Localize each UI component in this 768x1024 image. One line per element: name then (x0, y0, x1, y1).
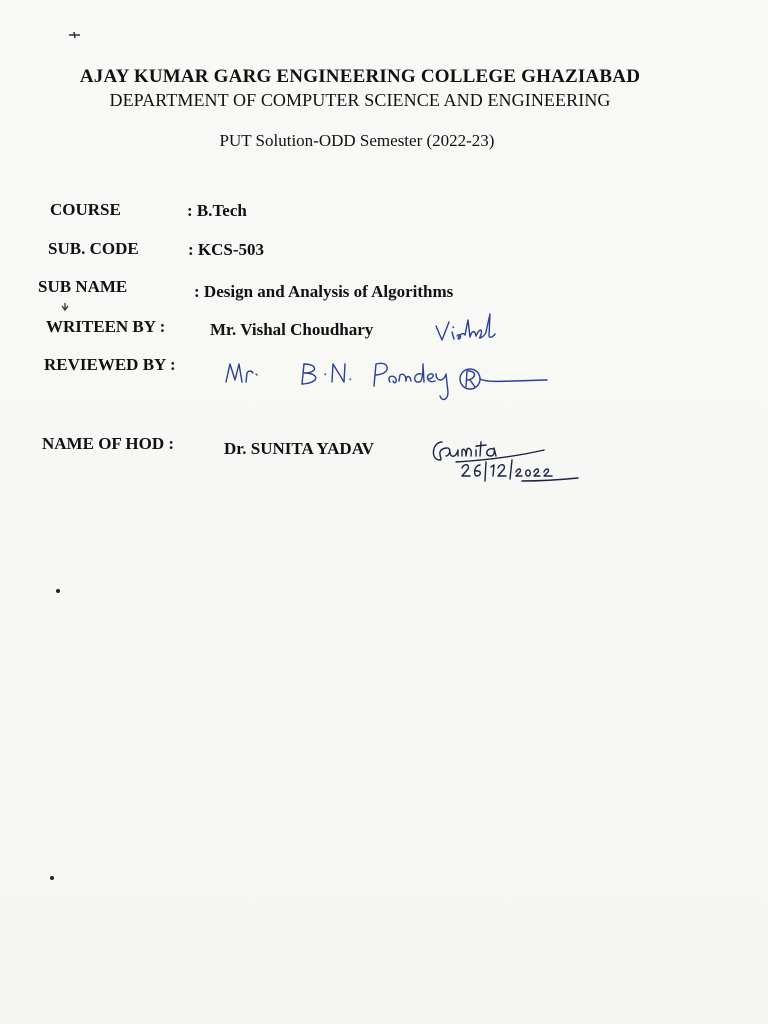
scan-speck (50, 876, 54, 880)
subcode-value: : KCS-503 (188, 240, 265, 259)
subcode-label: SUB. CODE (48, 239, 139, 258)
hod-signature-and-date (428, 434, 584, 484)
scan-speck (56, 589, 60, 593)
department-name: DEPARTMENT OF COMPUTER SCIENCE AND ENGINEERING (109, 90, 611, 110)
scan-speck-mark (68, 30, 82, 40)
college-name: AJAY KUMAR GARG ENGINEERING COLLEGE GHAZIABAD (79, 66, 641, 87)
semester-title: PUT Solution-ODD Semester (2022-23) (219, 131, 495, 150)
hod-value: Dr. SUNITA YADAV (224, 439, 375, 458)
subname-value: : Design and Analysis of Algorithms (194, 282, 454, 301)
reviewer-handwritten-name (222, 352, 552, 408)
scan-speck-mark (60, 302, 70, 312)
reviewed-by-label: REVIEWED BY : (44, 355, 176, 374)
written-by-label: WRITEEN BY : (46, 317, 166, 336)
hod-label: NAME OF HOD : (42, 434, 175, 453)
subname-label: SUB NAME (38, 277, 128, 296)
course-label: COURSE (50, 200, 121, 219)
course-value: : B.Tech (187, 201, 247, 220)
written-by-value: Mr. Vishal Choudhary (210, 320, 374, 339)
writer-signature (432, 306, 498, 346)
